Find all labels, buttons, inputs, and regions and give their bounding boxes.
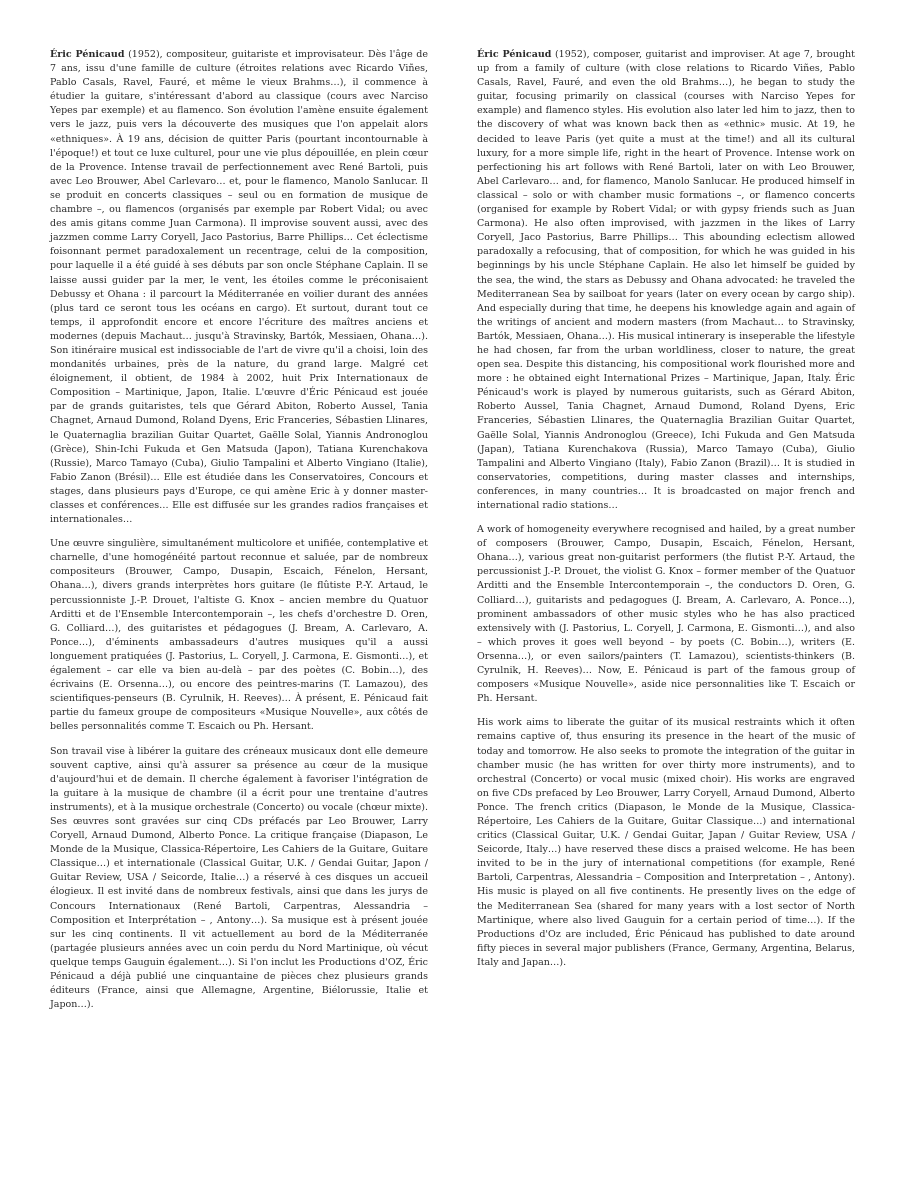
english-paragraph-1 xyxy=(477,48,855,513)
english-author-name: Éric Pénicaud xyxy=(477,49,552,60)
biography-page xyxy=(50,48,855,1168)
french-paragraph-2: Une œuvre singulière, simultanément multicolore et unifiée, contemplative et charnelle, d'une homogénéité partout reconnue et saluée, par de nombreux compositeurs (Brouwer, Campo, Dusapin, Escaich, Fénelon, Hersant, Ohana…), divers grands interprètes hors guitare (le flûtiste P.-Y. Artaud, le percussionniste J.-P. Drouet, l'altiste G. Knox – ancien membre du Quatuor Arditti et de l'Ensemble Intercontemporain –, les chefs d'orchestre D. Oren, G. Colliard…), des guitaristes et pédagogues (J. Bream, A. Carlevaro, A. Ponce…), d'éminents ambassadeurs d'autres musiques qu'il a aussi longuement pratiquées (J. Pastorius, L. Coryell, J. Carmona, E. Gismonti…), et également – car elle va bien au-delà – par des poètes (C. Bobin…), des écrivains (E. Orsenna…), ou encore des peintres-marins (T. Lamazou), des scientifiques-penseurs (B. Cyrulnik, H. Reeves)… À présent, E. Pénicaud fait partie du fameux groupe de compositeurs «Musique Nouvelle», aux côtés de belles personnalités comme T. Escaich ou Ph. Hersant. xyxy=(50,538,428,733)
french-paragraph-1-text: (1952), compositeur, guitariste et improvisateur. Dès l'âge de 7 ans, issu d'une famille de culture (étroites relations avec Ricardo Viñes, Pablo Casals, Ravel, Fauré, et même le vieux Brahms…), il commence à étudier la guitare, s'intéressant d'abord au classique (cours avec Narciso Yepes par exemple) et au flamenco. Son évolution l'amène ensuite également vers le jazz, puis vers la découverte des musiques que l'on appelait alors «ethniques». À 19 ans, décision de quitter Paris (pourtant incontournable à l'époque!) et tout ce luxe culturel, pour une vie plus dépouillée, en plein cœur de la Provence. Intense travail de perfectionnement avec René Bartoli, puis avec Leo Brouwer, Abel Carlevaro… et, pour le flamenco, Manolo Sanlucar. Il se produit en concerts classiques – seul ou en formation de musique de chambre –, ou flamencos (organisés par exemple par Robert Vidal; ou avec des amis gitans comme Juan Carmona). Il improvise souvent aussi, avec des jazzmen comme Larry Coryell, Jaco Pastorius, Barre Phillips… Cet éclectisme foisonnant permet paradoxalement un recentrage, celui de la composition, pour laquelle il a été guidé à ses débuts par son oncle Stéphane Caplain. Il se laisse aussi guider par la mer, le vent, les étoiles comme le préconisaient Debussy et Ohana : il parcourt la Méditerranée en voilier durant des années (plus tard ce seront tous les océans en cargo). Et surtout, durant tout ce temps, il approfondit encore et encore l'écriture des maîtres anciens et modernes (depuis Machaut… jusqu'à Stravinsky, Bartók, Messiaen, Ohana…). Son itinéraire musical est indissociable de l'art de vivre qu'il a choisi, loin des mondanités urbaines, près de la nature, du grand large. Malgré cet éloignement, il obtient, de 1984 à 2002, huit Prix Internationaux de Composition – Martinique, Japon, Italie. L'œuvre d'Éric Pénicaud est jouée par de grands guitaristes, tels que Gérard Abiton, Roberto Aussel, Tania Chagnet, Arnaud Dumond, Roland Dyens, Eric Franceries, Sébastien Llinares, le Quaternaglia brazilian Guitar Quartet, Gaëlle Solal, Yiannis Andronoglou (Grèce), Shin-Ichi Fukuda et Gen Matsuda (Japon), Tatiana Kurenchakova (Russie), Marco Tamayo (Cuba), Giulio Tampalini et Alberto Vingiano (Italie), Fabio Zanon (Brésil)… Elle est étudiée dans les Conservatoires, Concours et stages, dans plusieurs pays d'Europe, ce qui amène Eric à y donner master-classes et conférences… Elle est diffusée sur les grandes radios françaises et internationales… xyxy=(50,49,428,526)
french-column xyxy=(50,48,428,1168)
french-paragraph-1 xyxy=(50,48,428,527)
english-column xyxy=(477,48,855,1168)
french-paragraph-3: Son travail vise à libérer la guitare des créneaux musicaux dont elle demeure souvent captive, ainsi qu'à assurer sa présence au cœur de la musique d'aujourd'hui et de demain. Il cherche également à favoriser l'intégration de la guitare à la musique de chambre (il a écrit pour une trentaine d'autres instruments), et à la musique orchestrale (Concerto) ou vocale (chœur mixte). Ses œuvres sont gravées sur cinq CDs préfacés par Leo Brouwer, Larry Coryell, Arnaud Dumond, Alberto Ponce. La critique française (Diapason, Le Monde de la Musique, Classica-Répertoire, Les Cahiers de la Guitare, Guitare Classique…) et internationale (Classical Guitar, U.K. / Gendai Guitar, Japon / Guitar Review, USA / Seicorde, Italie…) a réservé à ces disques un accueil élogieux. Il est invité dans de nombreux festivals, ainsi que dans les jurys de Concours Internationaux (René Bartoli, Carpentras, Alessandria – Composition et Interprétation – , Antony…). Sa musique est à présent jouée sur les cinq continents. Il vit actuellement au bord de la Méditerranée (partagée plusieurs années avec un coin perdu du Nord Martinique, où vécut quelque temps Gauguin également…). Si l'on inclut les Productions d'OZ, Éric Pénicaud a déjà publié une cinquantaine de pièces chez plusieurs grands éditeurs (France, ainsi que Allemagne, Argentine, Biélorussie, Italie et Japon…). xyxy=(50,745,428,1011)
english-paragraph-2: A work of homogeneity everywhere recognised and hailed, by a great number of composers (Brouwer, Campo, Dusapin, Escaich, Fénelon, Hersant, Ohana…), various great non-guitarist performers (the flutist P.-Y. Artaud, the percussionist J.-P. Drouet, the violist G. Knox – former member of the Quatuor Arditti and the Ensemble Intercontemporain –, the conductors D. Oren, G. Colliard…), guitarists and pedagogues (J. Bream, A. Carlevaro, A. Ponce…), prominent ambassadors of other music styles who he has also practiced extensively with (J. Pastorius, L. Coryell, J. Carmona, E. Gismonti…), and also – which proves it goes well beyond – by poets (C. Bobin…), writers (E. Orsenna…), or even sailors/painters (T. Lamazou), scientists-thinkers (B. Cyrulnik, H. Reeves)… Now, E. Pénicaud is part of the famous group of composers «Musique Nouvelle», aside nice personnalities like T. Escaich or Ph. Hersant. xyxy=(477,524,855,705)
english-paragraph-3: His work aims to liberate the guitar of its musical restraints which it often remains captive of, thus ensuring its presence in the heart of the music of today and tomorrow. He also seeks to promote the integration of the guitar in chamber music (he has written for over thirty more instruments), and to orchestral (Concerto) or vocal music (mixed choir). His works are engraved on five CDs prefaced by Leo Brouwer, Larry Coryell, Arnaud Dumond, Alberto Ponce. The french critics (Diapason, le Monde de la Musique, Classica-Répertoire, Les Cahiers de la Guitare, Guitar Classique…) and international critics (Classical Guitar, U.K. / Gendai Guitar, Japan / Guitar Review, USA / Seicorde, Italy…) have reserved these discs a praised welcome. He has been invited to be in the jury of international competitions (for example, René Bartoli, Carpentras, Alessandria – Composition and Interpretation – , Antony). His music is played on all five continents. He presently lives on the edge of the Mediterranean Sea (shared for many years with a lost sector of North Martinique, where also lived Gauguin for a certain period of time…). If the Productions d'Oz are included, Éric Pénicaud has published to date around fifty pieces in several major publishers (France, Germany, Argentina, Belarus, Italy and Japan…). xyxy=(477,717,855,968)
french-author-name: Éric Pénicaud xyxy=(50,49,125,60)
english-paragraph-1-text: (1952), composer, guitarist and improviser. At age 7, brought up from a family of culture (with close relations to Ricardo Viñes, Pablo Casals, Ravel, Fauré, and even the old Brahms…), he began to study the guitar, focusing primarily on classical (courses with Narciso Yepes for example) and flamenco styles. His evolution also later led him to jazz, then to the discovery of what was known back then as «ethnic» music. At 19, he decided to leave Paris (yet quite a must at the time!) and all its cultural luxury, for a more simple life, right in the heart of Provence. Intense work on perfectioning his art follows with René Bartoli, later on with Leo Brouwer, Abel Carlevaro… and, for flamenco, Manolo Sanlucar. He produced himself in classical – solo or with chamber music formations –, or flamenco concerts (organised for example by Robert Vidal; or with gypsy friends such as Juan Carmona). He also often improvised, with jazzmen in the likes of Larry Coryell, Jaco Pastorius, Barre Phillips… This abounding eclectism allowed paradoxally a refocusing, that of composition, for which he was guided in his beginnings by his uncle Stéphane Caplain. He also let himself be guided by the sea, the wind, the stars as Debussy and Ohana advocated: he traveled the Mediterranean Sea by sailboat for years (later on every ocean by cargo ship). And especially during that time, he deepens his knowledge again and again of the writings of ancient and modern masters (from Machaut… to Stravinsky, Bartók, Messiaen, Ohana…). His musical intinerary is inseperable the lifestyle he had chosen, far from the urban worldliness, closer to nature, the great open sea. Despite this distancing, his compositional work flourished more and more : he obtained eight International Prizes – Martinique, Japan, Italy. Éric Pénicaud's work is played by numerous guitarists, such as Gérard Abiton, Roberto Aussel, Tania Chagnet, Arnaud Dumond, Roland Dyens, Eric Franceries, Sébastien Llinares, the Quaternaglia Brazilian Guitar Quartet, Gaëlle Solal, Yiannis Andronoglou (Greece), Ichi Fukuda and Gen Matsuda (Japan), Tatiana Kurenchakova (Russia), Marco Tamayo (Cuba), Giulio Tampalini and Alberto Vingiano (Italy), Fabio Zanon (Brazil)… It is studied in conservatories, competitions, during master classes and internships, conferences, in many countries… It is broadcasted on major french and international radio stations… xyxy=(477,49,855,511)
